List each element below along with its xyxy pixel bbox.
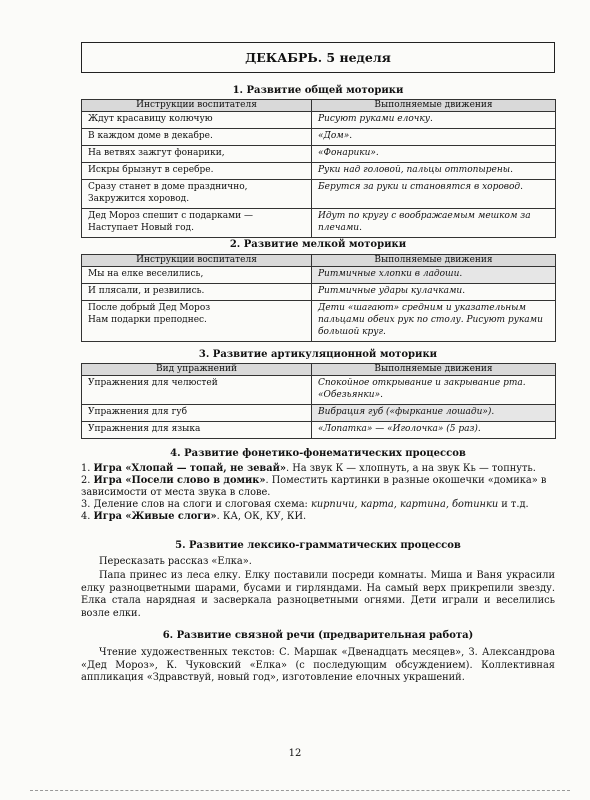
table-row — [82, 267, 556, 284]
instruction-cell: И плясали, и резвились. — [82, 284, 312, 301]
list-item — [81, 463, 557, 475]
movement-cell: «Фонарики». — [312, 146, 556, 163]
instruction-cell: На ветвях зажгут фонарики, — [82, 146, 312, 163]
instruction-cell: Мы на елке веселились, — [82, 267, 312, 284]
column-header: Выполняемые движения — [312, 255, 556, 267]
item-number: 4. — [81, 511, 91, 522]
page-title: ДЕКАБРЬ. 5 неделя — [245, 50, 391, 65]
column-header: Инструкции воспитателя — [82, 255, 312, 267]
section-4-title: 4. Развитие фонетико-фонематических процессов — [170, 448, 466, 459]
table-row — [82, 209, 556, 238]
item-text: . Поместить картинки в разные окошечки «домика» в зависимости от места звука в слове. — [81, 475, 547, 498]
list-item — [81, 475, 557, 499]
table-row — [82, 163, 556, 180]
game-name: Игра «Живые слоги» — [93, 511, 217, 522]
table-row — [82, 422, 556, 439]
movement-cell: Вибрация губ («фыркание лошади»). — [312, 405, 556, 422]
table-header-row — [82, 255, 556, 267]
item-text: Деление слов на слоги и слоговая схема: — [93, 499, 311, 510]
list-item — [81, 511, 557, 523]
item-number: 3. — [81, 499, 91, 510]
table-header-row — [82, 100, 556, 112]
section-5-title: 5. Развитие лексико-грамматических процессов — [175, 540, 461, 551]
page-header — [81, 42, 555, 73]
example-words: кирпичи, карта, картина, ботинки — [310, 499, 499, 510]
item-number: 2. — [81, 475, 91, 486]
item-text: и т.д. — [498, 499, 529, 510]
instruction-cell: После добрый Дед Мороз Нам подарки преподнес. — [82, 301, 312, 342]
movement-cell: Спокойное открывание и закрывание рта. «Обезьянки». — [312, 376, 556, 405]
movement-cell: Рисуют руками елочку. — [312, 112, 556, 129]
section-6-title: 6. Развитие связной речи (предварительная работа) — [162, 630, 474, 641]
item-number: 1. — [81, 463, 91, 474]
table-row — [82, 146, 556, 163]
column-header: Выполняемые движения — [312, 100, 556, 112]
section-4-list — [81, 463, 557, 523]
column-header: Вид упражнений — [82, 364, 312, 376]
table-row — [82, 376, 556, 405]
section-1-title: 1. Развитие общей моторики — [232, 85, 404, 96]
movement-cell: «Дом». — [312, 129, 556, 146]
movement-cell: Берутся за руки и становятся в хоровод. — [312, 180, 556, 209]
instruction-cell: В каждом доме в декабре. — [82, 129, 312, 146]
table-row — [82, 301, 556, 342]
movement-cell: Ритмичные удары кулачками. — [312, 284, 556, 301]
section-2-title: 2. Развитие мелкой моторики — [229, 239, 407, 250]
movement-cell: Руки над головой, пальцы оттопырены. — [312, 163, 556, 180]
game-name: Игра «Хлопай — топай, не зевай» — [93, 463, 286, 474]
table-row — [82, 405, 556, 422]
section-3-title: 3. Развитие артикуляционной моторики — [198, 349, 438, 360]
table-header-row — [82, 364, 556, 376]
movement-cell: Идут по кругу с воображаемым мешком за плечами. — [312, 209, 556, 238]
table-row — [82, 284, 556, 301]
table-row — [82, 129, 556, 146]
section-3-table — [81, 363, 556, 439]
item-text: . КА, ОК, КУ, КИ. — [216, 511, 307, 522]
section-1-table — [81, 99, 556, 238]
retell-instruction: Пересказать рассказ «Елка». — [99, 556, 252, 567]
movement-cell: Дети «шагают» средним и указательным пальцами обеих рук по столу. Рисуют руками большой круг. — [312, 301, 556, 342]
story-text: Папа принес из леса елку. Елку поставили посреди комнаты. Миша и Ваня украсили елку разноцветными шарами, бусами и гирляндами. На самый верх прикрепили звезду. Елка стала нарядная и засверкала разноцветными огнями. Дети играли и веселились возле елки. — [81, 570, 555, 619]
game-name: Игра «Посели слово в домик» — [93, 475, 266, 486]
movement-cell: «Лопатка» — «Иголочка» (5 раз). — [312, 422, 556, 439]
movement-cell: Ритмичные хлопки в ладоши. — [312, 267, 556, 284]
exercise-cell: Упражнения для языка — [82, 422, 312, 439]
instruction-cell: Ждут красавицу колючую — [82, 112, 312, 129]
list-item — [81, 499, 557, 511]
exercise-cell: Упражнения для челюстей — [82, 376, 312, 405]
column-header: Выполняемые движения — [312, 364, 556, 376]
page-number: 12 — [288, 748, 302, 759]
table-row — [82, 180, 556, 209]
instruction-cell: Сразу станет в доме празднично, Закружится хоровод. — [82, 180, 312, 209]
bottom-divider — [30, 790, 570, 791]
instruction-cell: Дед Мороз спешит с подарками — Наступает Новый год. — [82, 209, 312, 238]
instruction-cell: Искры брызнут в серебре. — [82, 163, 312, 180]
exercise-cell: Упражнения для губ — [82, 405, 312, 422]
section-2-table — [81, 254, 556, 342]
table-row — [82, 112, 556, 129]
column-header: Инструкции воспитателя — [82, 100, 312, 112]
reading-text: Чтение художественных текстов: С. Маршак «Двенадцать месяцев», З. Александрова «Дед Мороз», К. Чуковский «Елка» (с последующим обсуждением). Коллективная аппликация «Здравствуй, новый год», изготовление елочных украшений. — [81, 647, 555, 683]
item-text: . На звук К — хлопнуть, а на звук Кь — топнуть. — [285, 463, 536, 474]
